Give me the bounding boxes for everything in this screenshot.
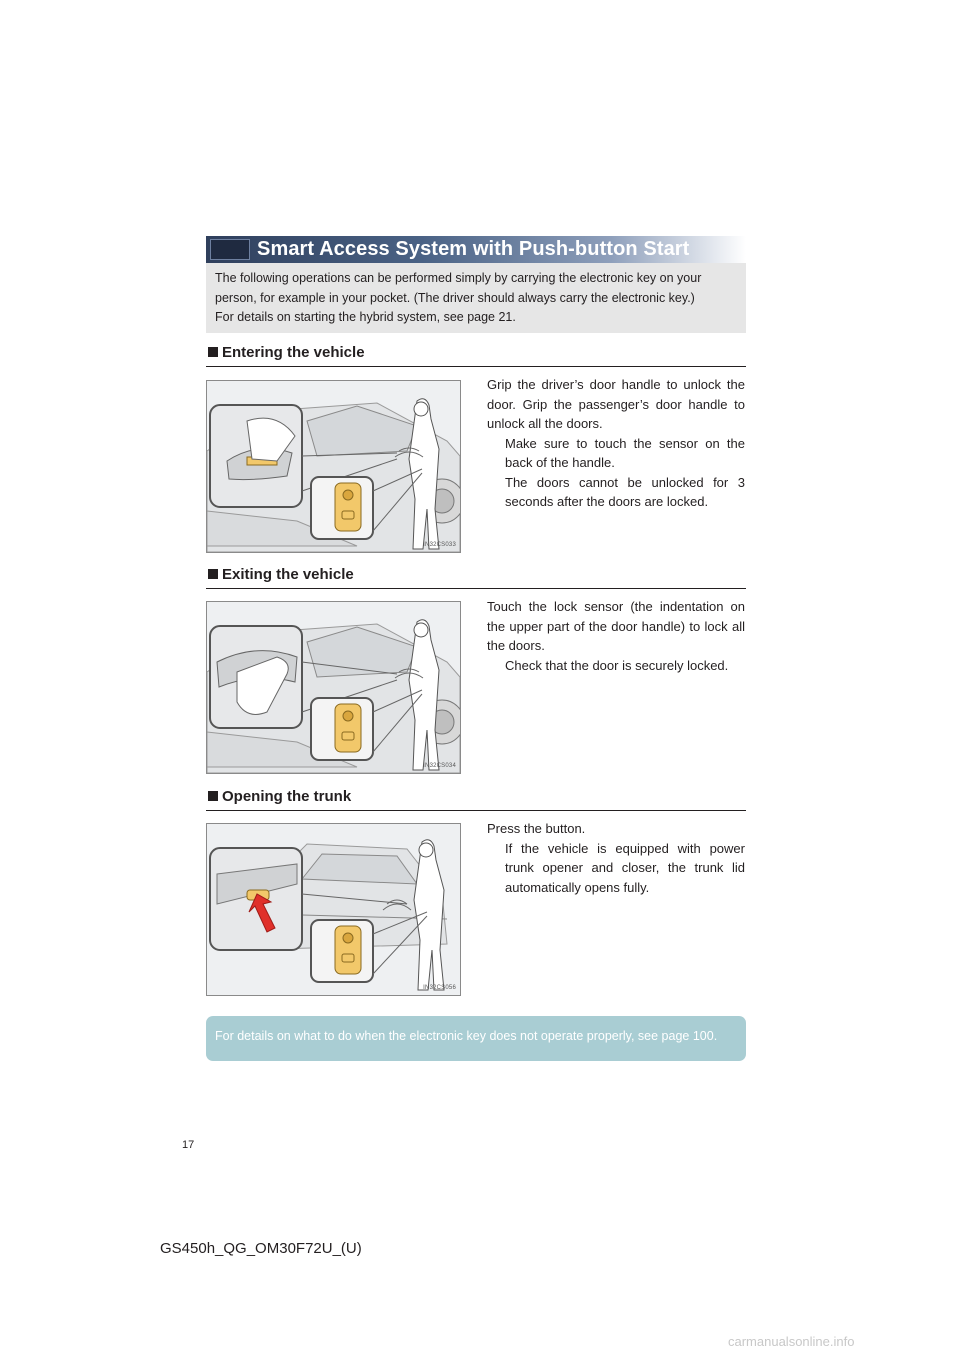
intro-box [206, 263, 746, 333]
section-description-entering [487, 375, 745, 512]
instruction-text: Touch the lock sensor (the indentation on the upper part of the door handle) to lock all the doors. [487, 599, 745, 653]
section-description-trunk [487, 819, 745, 897]
note-text: The doors cannot be unlocked for 3 seconds after the doors are locked. [505, 474, 745, 509]
intro-line: The following operations can be performed simply by carrying the electronic key on your [215, 271, 702, 285]
figure-code: IN32CS034 [423, 763, 456, 769]
note-text: Check that the door is securely locked. [505, 657, 729, 673]
bullet-square-icon [208, 791, 218, 801]
bullet-square-icon [208, 347, 218, 357]
instruction-text: Press the button. [487, 821, 586, 836]
title-bar-square-icon [210, 239, 250, 260]
illustration-entering-vehicle [206, 380, 461, 553]
intro-line: For details on starting the hybrid system, see page 21. [215, 310, 516, 324]
section-heading-entering [206, 344, 746, 367]
section-heading-exiting [206, 566, 746, 589]
watermark: carmanualsonline.info [728, 1334, 855, 1349]
illustration-exiting-vehicle [206, 601, 461, 774]
document-code: GS450h_QG_OM30F72U_(U) [160, 1240, 362, 1257]
note-text: If the vehicle is equipped with power trunk opener and closer, the trunk lid automatically opens fully. [505, 840, 745, 895]
figure-code: IN32CS033 [423, 542, 456, 548]
page-title: Smart Access System with Push-button Start [257, 238, 690, 260]
figure-code: IN32CS056 [423, 985, 456, 991]
section-heading-text: Opening the trunk [222, 788, 352, 805]
section-heading-text: Entering the vehicle [222, 344, 365, 361]
note-text: Make sure to touch the sensor on the back of the handle. [505, 435, 745, 470]
instruction-text: Grip the driver’s door handle to unlock the door. Grip the passenger’s door handle to unlock all the doors. [487, 377, 745, 431]
section-heading-trunk [206, 788, 746, 811]
section-description-exiting [487, 597, 745, 675]
illustration-opening-trunk [206, 823, 461, 996]
intro-line: person, for example in your pocket. (The driver should always carry the electronic key.) [215, 290, 695, 305]
bullet-square-icon [208, 569, 218, 579]
footer-note: For details on what to do when the electronic key does not operate properly, see page 100. [206, 1016, 746, 1061]
section-heading-text: Exiting the vehicle [222, 566, 354, 583]
section-title-bar [206, 236, 746, 263]
page-number: 17 [182, 1139, 195, 1151]
